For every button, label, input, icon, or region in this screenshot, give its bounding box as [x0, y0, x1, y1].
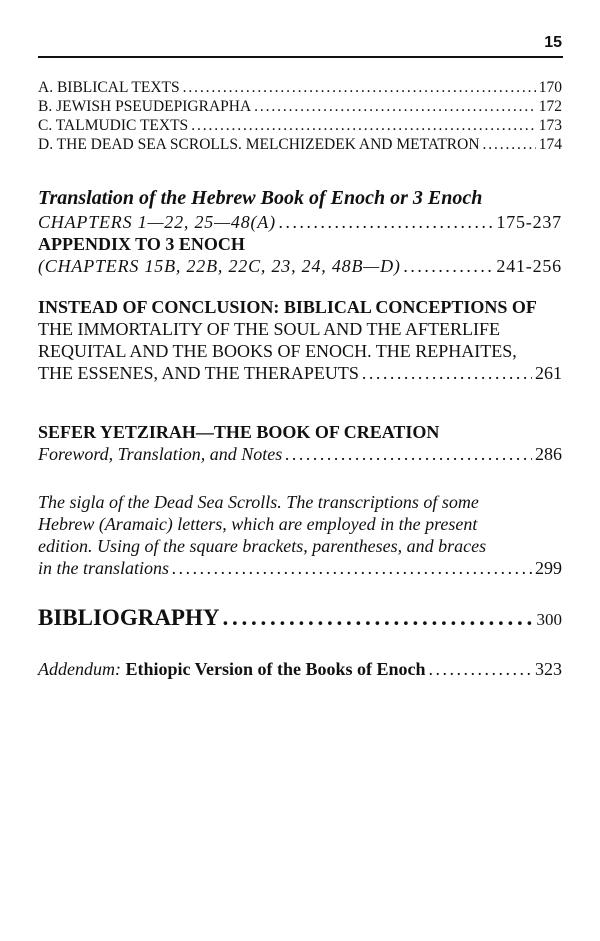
toc-entry[interactable] — [38, 78, 562, 97]
toc-entry-page: 241-256 — [496, 256, 562, 276]
toc-entry-page: 299 — [535, 558, 562, 578]
toc-entry-page: 172 — [538, 98, 562, 115]
toc-entry[interactable] — [38, 116, 562, 135]
addendum-title: Ethiopic Version of the Books of Enoch — [125, 659, 426, 679]
toc-entry-page: 286 — [535, 444, 562, 464]
addendum-prefix: Addendum: — [38, 659, 121, 679]
toc-entry-label: D. THE DEAD SEA SCROLLS. MELCHIZEDEK AND METATRON — [38, 136, 480, 153]
toc-entry[interactable] — [38, 604, 562, 633]
appendix-heading: APPENDIX TO 3 ENOCH — [38, 234, 245, 254]
toc-entry-page: 174 — [538, 136, 562, 153]
toc-entry-label: CHAPTERS 1—22, 25—48(A) — [38, 212, 276, 232]
sigla-line: Hebrew (Aramaic) letters, which are employed in the present — [38, 514, 478, 534]
toc-section-bibliography — [38, 604, 562, 633]
toc-entry-label: A. BIBLICAL TEXTS — [38, 79, 180, 96]
toc-entry[interactable] — [38, 135, 562, 154]
toc-entry-page: 170 — [538, 79, 562, 96]
toc-section-3-enoch — [38, 186, 562, 277]
conclusion-line: INSTEAD OF CONCLUSION: BIBLICAL CONCEPTIONS OF — [38, 297, 537, 317]
toc-entry-label: in the translations — [38, 558, 170, 578]
header-rule — [38, 56, 563, 58]
dot-leader — [483, 135, 536, 154]
toc-section-sources — [38, 78, 562, 154]
section-heading: SEFER YETZIRAH—THE BOOK OF CREATION — [38, 422, 440, 442]
toc-entry[interactable] — [38, 557, 562, 579]
section-heading: Translation of the Hebrew Book of Enoch or 3 Enoch — [38, 187, 483, 209]
toc-section-conclusion — [38, 296, 562, 384]
dot-leader — [429, 658, 532, 680]
dot-leader — [254, 97, 536, 116]
toc-entry-label: (CHAPTERS 15B, 22B, 22C, 23, 24, 48B—D) — [38, 256, 401, 276]
toc-section-sefer-yetzirah — [38, 421, 562, 465]
toc-entry[interactable] — [38, 97, 562, 116]
toc-entry-label: B. JEWISH PSEUDEPIGRAPHA — [38, 98, 252, 115]
dot-leader — [285, 443, 532, 465]
toc-entry-page: 261 — [535, 363, 562, 383]
toc-entry[interactable] — [38, 211, 562, 233]
toc-section-sigla — [38, 491, 562, 579]
toc-entry[interactable] — [38, 443, 562, 465]
toc-entry-page: 173 — [538, 117, 562, 134]
toc-entry[interactable] — [38, 362, 562, 384]
toc-section-addendum — [38, 658, 562, 680]
toc-entry-label — [38, 658, 426, 680]
toc-entry-label: C. TALMUDIC TEXTS — [38, 117, 189, 134]
sigla-line: edition. Using of the square brackets, parentheses, and braces — [38, 536, 487, 556]
dot-leader — [404, 255, 494, 277]
conclusion-line: REQUITAL AND THE BOOKS OF ENOCH. THE REPHAITES, — [38, 341, 517, 361]
dot-leader — [362, 362, 532, 384]
toc-entry-label: BIBLIOGRAPHY — [38, 605, 220, 630]
toc-entry-label: THE ESSENES, AND THE THERAPEUTS — [38, 363, 359, 383]
dot-leader — [172, 557, 532, 579]
toc-entry-page: 323 — [535, 659, 562, 679]
toc-entry-page: 300 — [536, 610, 562, 629]
dot-leader — [222, 604, 533, 631]
page-number: 15 — [544, 34, 562, 51]
sigla-line: The sigla of the Dead Sea Scrolls. The transcriptions of some — [38, 492, 479, 512]
dot-leader — [279, 211, 494, 233]
toc-entry[interactable] — [38, 255, 562, 277]
toc-entry-page: 175-237 — [496, 212, 562, 232]
conclusion-line: THE IMMORTALITY OF THE SOUL AND THE AFTERLIFE — [38, 319, 500, 339]
dot-leader — [191, 116, 536, 135]
toc-entry-label: Foreword, Translation, and Notes — [38, 444, 283, 464]
toc-entry[interactable] — [38, 658, 562, 680]
dot-leader — [183, 78, 536, 97]
